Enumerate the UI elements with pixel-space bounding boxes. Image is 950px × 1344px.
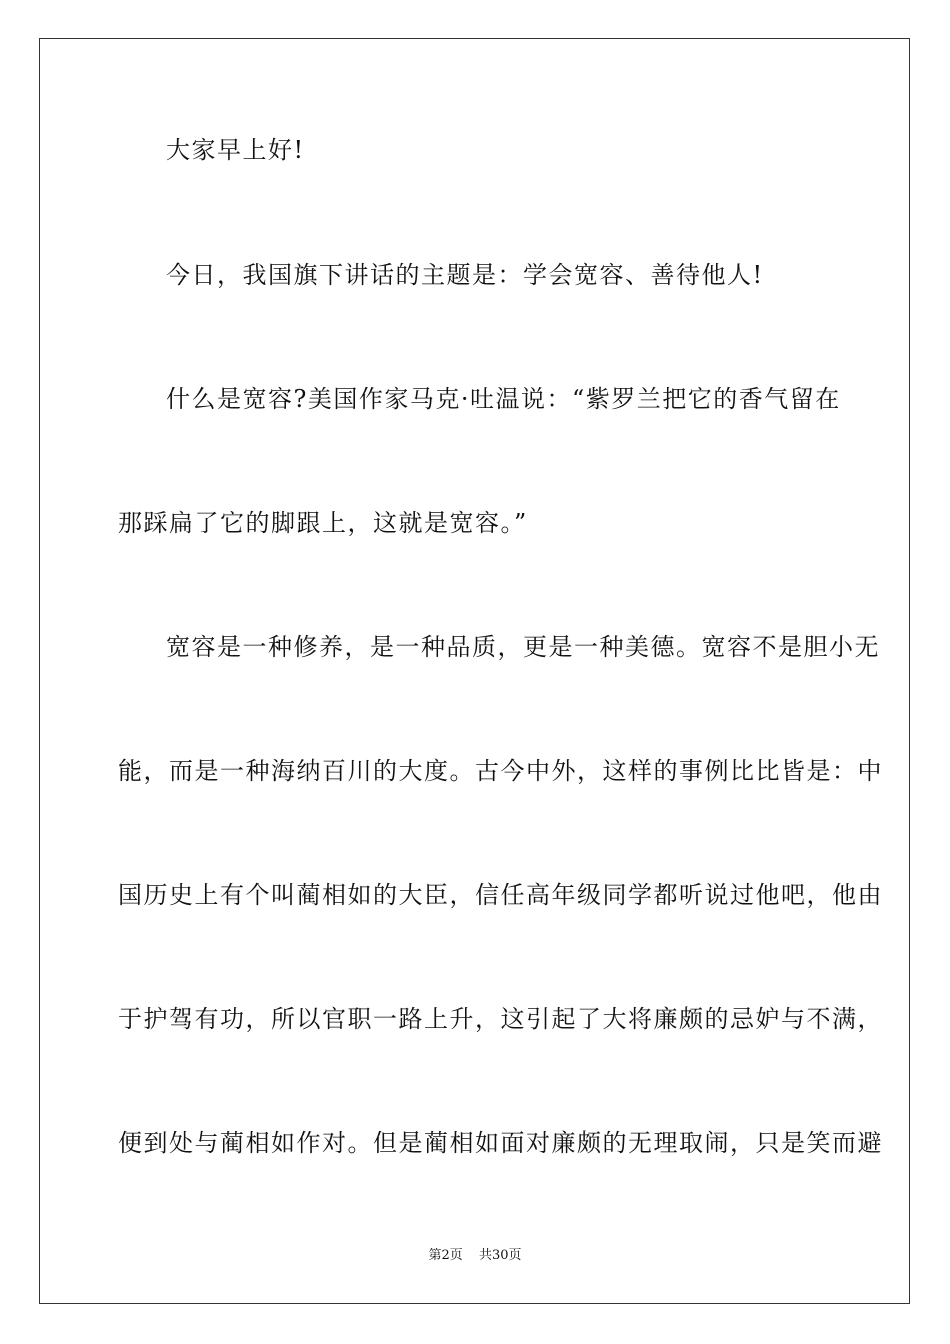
paragraph-line: 什么是宽容?美国作家马克·吐温说：“紫罗兰把它的香气留在 [166,385,841,413]
paragraph-line: 宽容是一种修养，是一种品质，更是一种美德。宽容不是胆小无 [166,633,880,661]
paragraph-line: 能，而是一种海纳百川的大度。古今中外，这样的事例比比皆是：中 [118,757,883,785]
paragraph-line: 于护驾有功，所以官职一路上升，这引起了大将廉颇的忌妒与不满， [118,1005,883,1033]
paragraph-line: 那踩扁了它的脚跟上，这就是宽容。” [118,509,528,537]
page-border [39,38,910,1304]
page-total: 共30页 [478,1248,522,1263]
page-footer [0,1247,950,1265]
theme-line: 今日，我国旗下讲话的主题是：学会宽容、善待他人! [166,261,764,289]
paragraph-line: 便到处与蔺相如作对。但是蔺相如面对廉颇的无理取闹，只是笑而避 [118,1129,883,1157]
paragraph-line: 国历史上有个叫蔺相如的大臣，信任高年级同学都听说过他吧，他由 [118,881,883,909]
greeting-line: 大家早上好! [166,136,305,164]
page-number: 第2页 [428,1248,463,1263]
